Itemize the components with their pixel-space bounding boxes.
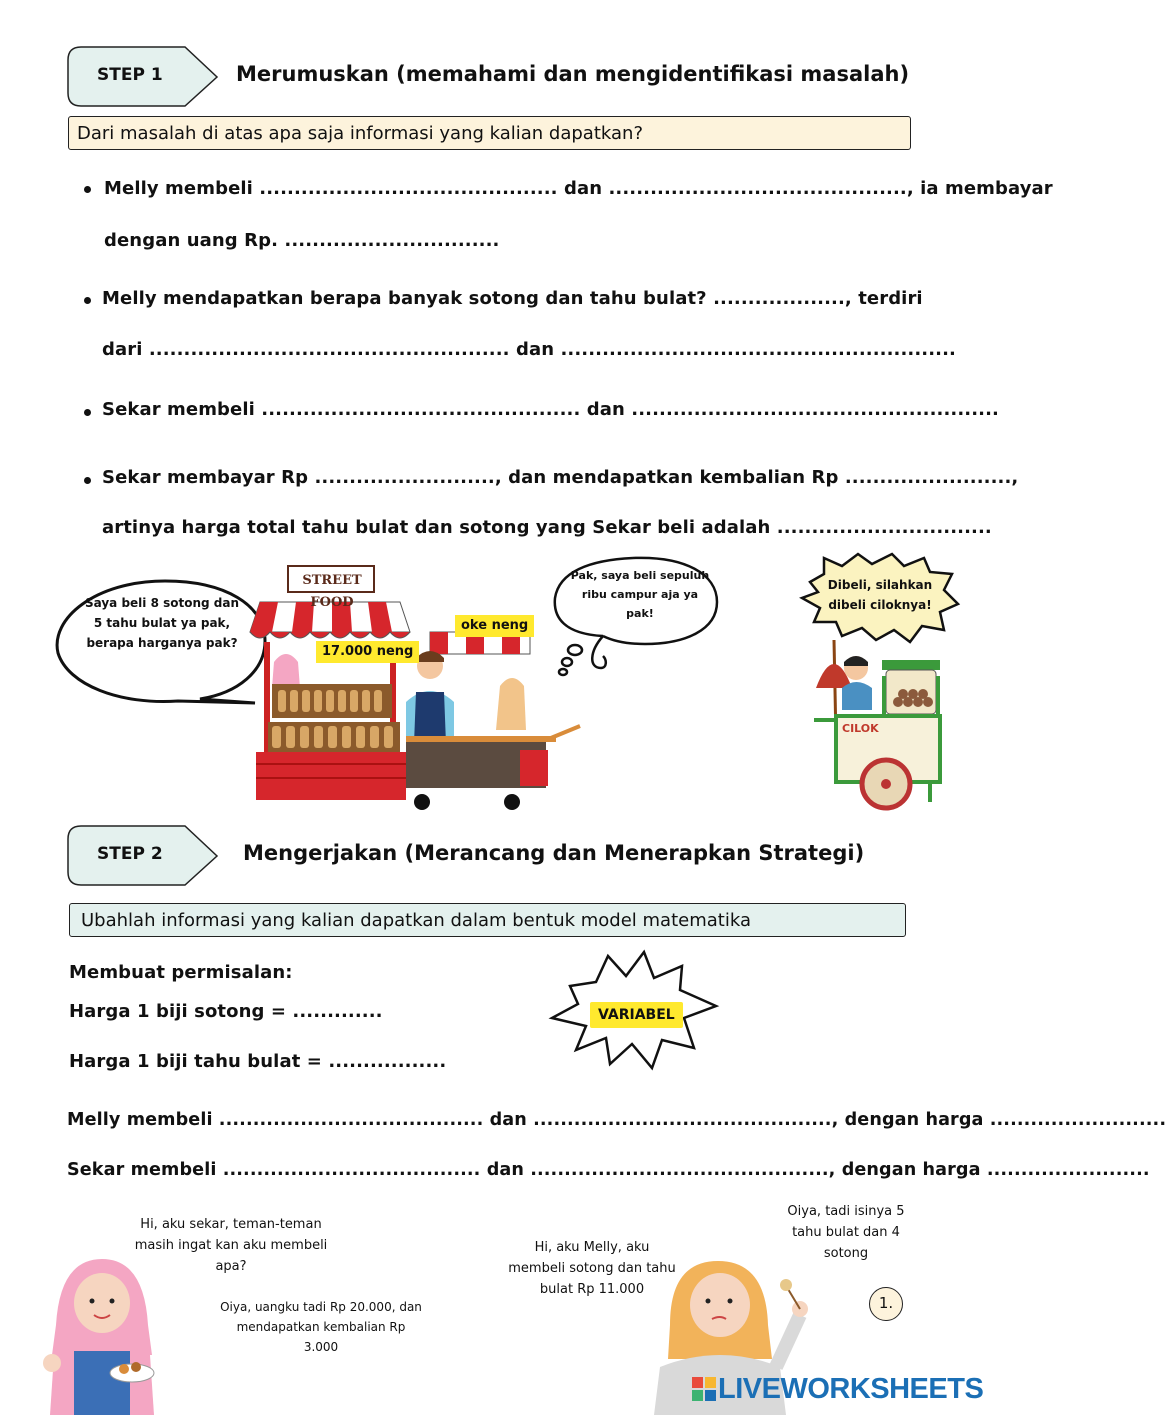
bullet4-line2: artinya harga total tahu bulat dan sotong yang Sekar beli adalah ............................... [102, 517, 992, 538]
brand-watermark: LIVEWORKSHEETS [718, 1373, 984, 1405]
bullet1-line1: Melly membeli ........................................... dan ..........................................., ia membayar [104, 178, 1053, 199]
page-number: 1. [878, 1294, 894, 1312]
thought-bubble-text: Pak, saya beli sepuluh ribu campur aja ya pak! [570, 569, 710, 620]
bullet-dot [84, 477, 91, 484]
melly-answer: Oiya, tadi isinya 5 tahu bulat dan 4 sotong [787, 1204, 905, 1261]
sekar-model-line: Sekar membeli ...................................... dan ............................................, dengan harga ........................ [67, 1160, 1150, 1180]
step1-tag [67, 46, 217, 106]
price-tag: 17.000 neng [316, 641, 419, 663]
bullet3-line1: Sekar membeli .............................................. dan ..................................................... [102, 399, 999, 420]
step1-title: Merumuskan (memahami dan mengidentifikasi masalah) [236, 62, 910, 86]
step2-title: Mengerjakan (Merancang dan Menerapkan Strategi) [243, 841, 865, 865]
variabel-label: VARIABEL [590, 1002, 683, 1028]
bullet-dot [84, 297, 91, 304]
bullet2-line1: Melly mendapatkan berapa banyak sotong dan tahu bulat? ..................., terdiri [102, 288, 923, 309]
bullet1-line2: dengan uang Rp. ............................... [104, 230, 500, 251]
step1-question-banner: Dari masalah di atas apa saja informasi yang kalian dapatkan? [68, 116, 911, 150]
bullet-dot [84, 186, 91, 193]
sekar-answer: Oiya, uangku tadi Rp 20.000, dan mendapatkan kembalian Rp 3.000 [220, 1300, 422, 1354]
bullet4-line1: Sekar membayar Rp .........................., dan mendapatkan kembalian Rp ........................, [102, 467, 1019, 488]
ok-tag: oke neng [455, 615, 534, 637]
cilok-bubble-text: Dibeli, silahkan dibeli ciloknya! [827, 578, 933, 612]
bullet-dot [84, 409, 91, 416]
step1-tag-label: STEP 1 [97, 65, 163, 85]
cilok-cart-label: CILOK [842, 722, 879, 735]
step2-instruction-banner: Ubahlah informasi yang kalian dapatkan dalam bentuk model matematika [69, 903, 906, 937]
tahu-price-line: Harga 1 biji tahu bulat = ................. [69, 1051, 447, 1072]
bullet2-line2: dari .................................................... dan ......................................................... [102, 339, 956, 360]
sekar-question: Hi, aku sekar, teman-teman masih ingat kan aku membeli apa? [134, 1217, 328, 1274]
step2-tag-label: STEP 2 [97, 844, 163, 864]
sotong-price-line: Harga 1 biji sotong = ............. [69, 1001, 383, 1022]
sekar-character [40, 1255, 170, 1415]
melly-question: Hi, aku Melly, aku membeli sotong dan tahu bulat Rp 11.000 [508, 1240, 676, 1297]
melly-model-line: Melly membeli ....................................... dan ............................................, dengan harga .......................... [67, 1110, 1166, 1130]
liveworksheets-logo-icon [692, 1377, 716, 1401]
permisalan-label: Membuat permisalan: [69, 962, 293, 983]
page-number-badge [869, 1287, 903, 1321]
bubble-left-text: Saya beli 8 sotong dan 5 tahu bulat ya pak, berapa harganya pak? [84, 596, 240, 650]
stall-sign: STREET FOOD [302, 573, 362, 610]
step2-tag [67, 825, 217, 885]
